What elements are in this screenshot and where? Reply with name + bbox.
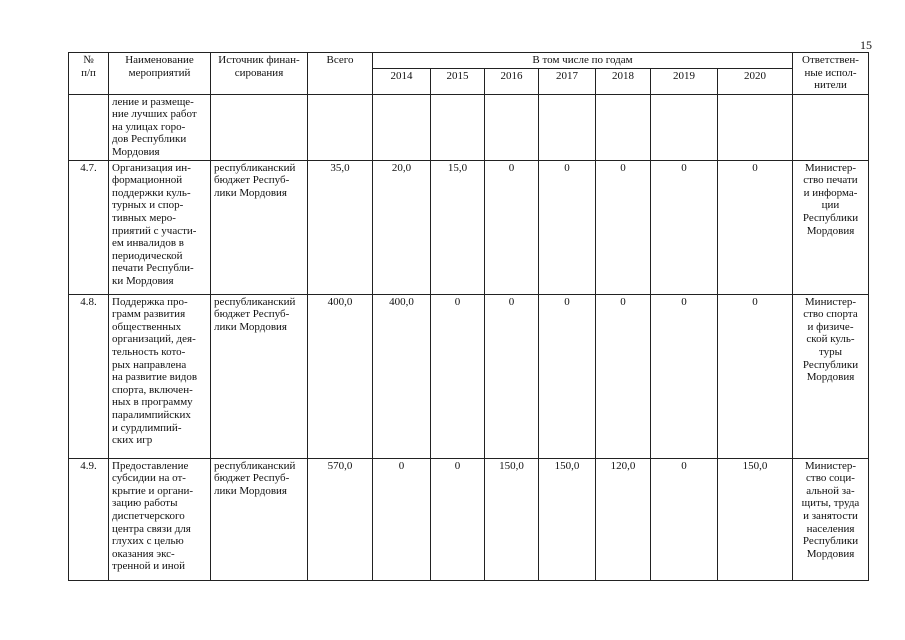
row-year-value xyxy=(431,94,485,160)
year-header: 2017 xyxy=(539,68,596,94)
table-header-row xyxy=(69,53,869,69)
page-number: 15 xyxy=(860,38,872,52)
table-row xyxy=(69,94,869,160)
table-row xyxy=(69,458,869,580)
row-year-value: 0 xyxy=(718,294,793,458)
row-total: 400,0 xyxy=(308,294,373,458)
row-responsible xyxy=(793,94,869,160)
row-year-value: 0 xyxy=(651,458,718,580)
row-year-value: 0 xyxy=(485,160,539,294)
row-name: Поддержка про- грамм развития общественных организаций, дея- тельность кото- рых направлена на развитие видов спорта, включен- ных в программу паралимпийских и сурдлимпий- ских игр xyxy=(109,294,211,458)
year-header: 2020 xyxy=(718,68,793,94)
row-source: республиканский бюджет Респуб- лики Мордовия xyxy=(211,294,308,458)
program-table xyxy=(68,52,869,581)
col-total-header: Всего xyxy=(308,53,373,95)
row-year-value xyxy=(539,94,596,160)
row-num: 4.7. xyxy=(69,160,109,294)
row-year-value xyxy=(485,94,539,160)
row-year-value: 0 xyxy=(651,294,718,458)
row-name: ление и размеще- ние лучших работ на улицах горо- дов Республики Мордовия xyxy=(109,94,211,160)
row-year-value: 0 xyxy=(485,294,539,458)
row-year-value: 0 xyxy=(539,294,596,458)
col-responsible-header: Ответствен- ные испол- нители xyxy=(793,53,869,95)
row-num: 4.9. xyxy=(69,458,109,580)
row-name: Предоставление субсидии на от- крытие и органи- зацию работы диспетчерского центра связи для глухих с целью оказания экс- тренной и иной xyxy=(109,458,211,580)
row-year-value xyxy=(651,94,718,160)
row-year-value xyxy=(718,94,793,160)
year-header: 2014 xyxy=(373,68,431,94)
row-year-value: 0 xyxy=(596,294,651,458)
row-source: республиканский бюджет Респуб- лики Мордовия xyxy=(211,160,308,294)
row-year-value: 120,0 xyxy=(596,458,651,580)
year-header: 2018 xyxy=(596,68,651,94)
row-num xyxy=(69,94,109,160)
row-year-value xyxy=(373,94,431,160)
row-year-value: 0 xyxy=(431,294,485,458)
row-name: Организация ин- формационной поддержки куль- турных и спор- тивных меро- приятий с участи- ем инвалидов в периодической печати Республи- ки Мордовия xyxy=(109,160,211,294)
row-year-value: 0 xyxy=(651,160,718,294)
row-year-value xyxy=(596,94,651,160)
table-row xyxy=(69,294,869,458)
row-year-value: 150,0 xyxy=(539,458,596,580)
row-year-value: 15,0 xyxy=(431,160,485,294)
year-header: 2016 xyxy=(485,68,539,94)
row-year-value: 400,0 xyxy=(373,294,431,458)
row-source xyxy=(211,94,308,160)
col-years-group-header: В том числе по годам xyxy=(373,53,793,69)
col-source-header: Источник финан- сирования xyxy=(211,53,308,95)
row-responsible: Министер- ство печати и информа- ции Республики Мордовия xyxy=(793,160,869,294)
row-year-value: 0 xyxy=(373,458,431,580)
row-total xyxy=(308,94,373,160)
table-row xyxy=(69,160,869,294)
row-total: 570,0 xyxy=(308,458,373,580)
col-name-header: Наименование мероприятий xyxy=(109,53,211,95)
row-year-value: 0 xyxy=(431,458,485,580)
year-header: 2015 xyxy=(431,68,485,94)
year-header: 2019 xyxy=(651,68,718,94)
row-num: 4.8. xyxy=(69,294,109,458)
row-source: республиканский бюджет Респуб- лики Мордовия xyxy=(211,458,308,580)
row-year-value: 0 xyxy=(718,160,793,294)
row-year-value: 150,0 xyxy=(485,458,539,580)
row-year-value: 0 xyxy=(539,160,596,294)
row-year-value: 0 xyxy=(596,160,651,294)
row-total: 35,0 xyxy=(308,160,373,294)
row-year-value: 20,0 xyxy=(373,160,431,294)
row-responsible: Министер- ство спорта и физиче- ской куль- туры Республики Мордовия xyxy=(793,294,869,458)
row-year-value: 150,0 xyxy=(718,458,793,580)
row-responsible: Министер- ство соци- альной за- щиты, труда и занятости населения Республики Мордовия xyxy=(793,458,869,580)
col-num-header: № п/п xyxy=(69,53,109,95)
